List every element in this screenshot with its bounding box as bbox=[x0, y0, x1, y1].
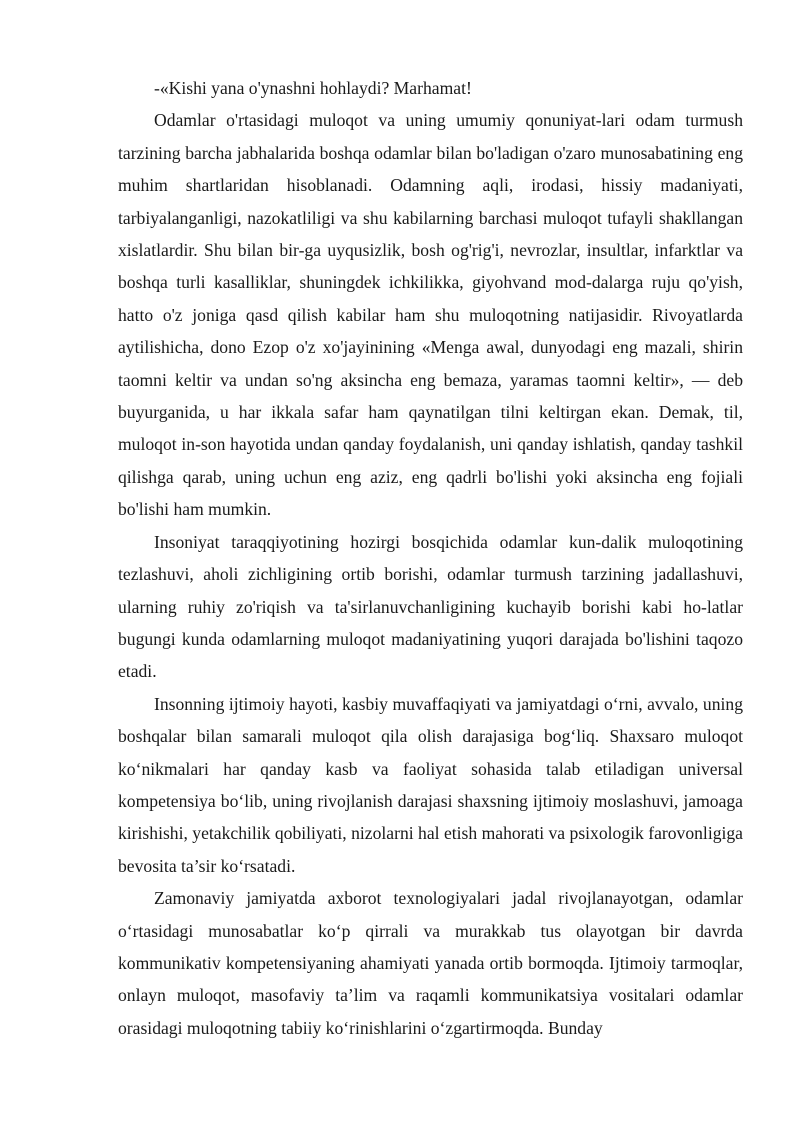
paragraph-5: Zamonaviy jamiyatda axborot texnologiyalari jadal rivojlanayotgan, odamlar o‘rtasidagi munosabatlar ko‘p qirrali va murakkab tus olayotgan bir davrda kommunikativ kompetensiyaning ahamiyati yanada ortib bormoqda. Ijtimoiy tarmoqlar, onlayn muloqot, masofaviy ta’lim va raqamli kommunikatsiya vositalari odamlar orasidagi muloqotning tabiiy ko‘rinishlarini o‘zgartirmoqda. Bunday bbox=[118, 888, 743, 1038]
paragraph-1: -«Kishi yana o'ynashni hohlaydi? Marhamat! bbox=[154, 78, 472, 98]
paragraph-4: Insonning ijtimoiy hayoti, kasbiy muvaffaqiyati va jamiyatdagi o‘rni, avvalo, uning boshqalar bilan samarali muloqot qila olish darajasiga bog‘liq. Shaxsaro muloqot ko‘nikmalari har qanday kasb va faoliyat sohasida talab etiladigan universal kompetensiya bo‘lib, uning rivojlanish darajasi shaxsning ijtimoiy moslashuvi, jamoaga kirishishi, yetakchilik qobiliyati, nizolarni hal etish mahorati va psixologik farovonligiga bevosita ta’sir ko‘rsatadi. bbox=[118, 693, 743, 876]
paragraph-2: Odamlar o'rtasidagi muloqot va uning umumiy qonuniyat-lari odam turmush tarzining barcha jabhalarida boshqa odamlar bilan bo'ladigan o'zaro munosabatining eng muhim shartlaridan hisoblanadi. Odamning aqli, irodasi, hissiy madaniyati, tarbiyalanganligi, nazokatliligi va shu kabilarning barchasi muloqot tufayli shakllangan xislatlardir. Shu bilan bir-ga uyqusizlik, bosh og'rig'i, nevrozlar, insultlar, infarktlar va boshqa turli kasalliklar, shuningdek ichkilikka, giyohvand mod-dalarga ruju qo'yish, hatto o'z joniga qasd qilish kabilar ham shu muloqotning natijasidir. Rivoyatlarda aytilishicha, dono Ezop o'z xo'jayinining «Menga awal, dunyodagi eng mazali, shirin taomni keltir va undan so'ng aksincha eng bemaza, yaramas taomni keltir», — deb buyurganida, u har ikkala safar ham qaynatilgan tilni keltirgan ekan. Demak, til, muloqot in-son hayotida undan qanday foydalanish, uni qanday ishlatish, qanday tashkil qilishga qarab, uning uchun eng aziz, eng qadrli bo'lishi yoki aksincha eng fojiali bo'lishi ham mumkin. bbox=[118, 110, 743, 520]
paragraph-3: Insoniyat taraqqiyotining hozirgi bosqichida odamlar kun-dalik muloqotining tezlashuvi, aholi zichligining ortib borishi, odamlar turmush tarzining jadallashuvi, ularning ruhiy zo'riqish va ta'sirlanuvchanligining kuchayib borishi kabi ho-latlar bugungi kunda odamlarning muloqot madaniyatining yuqori darajada bo'lishini taqozo etadi. bbox=[118, 531, 743, 682]
document-page bbox=[118, 72, 743, 1044]
